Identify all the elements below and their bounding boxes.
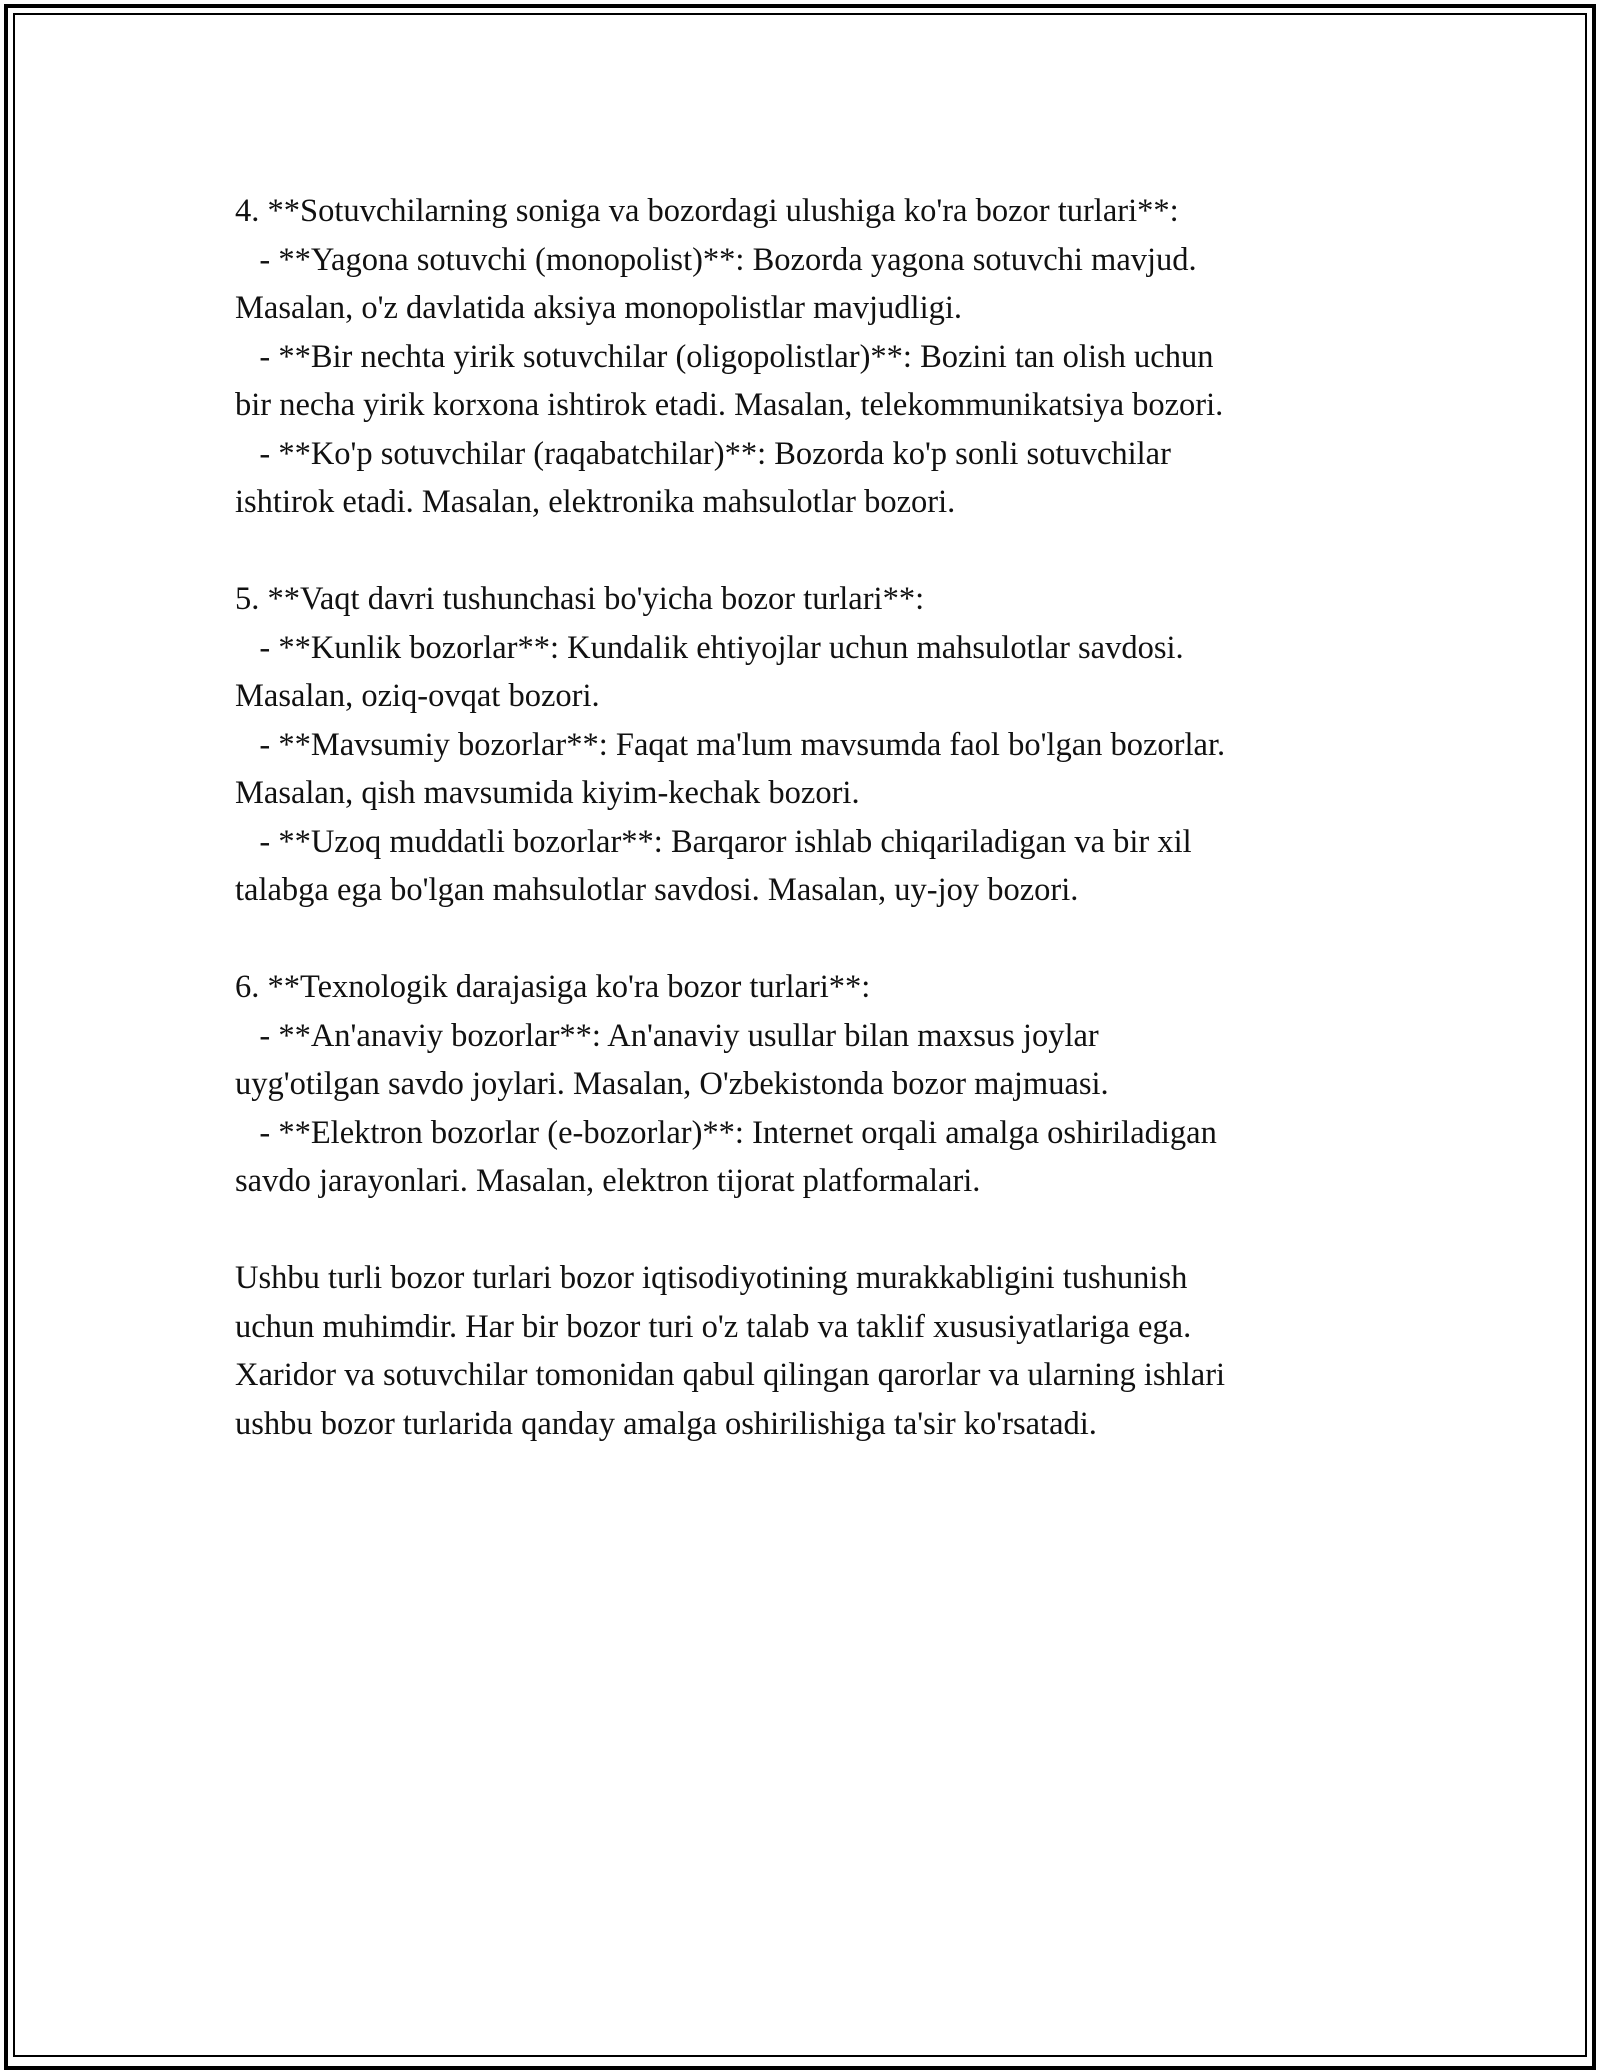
text-line: - **An'anaviy bozorlar**: An'anaviy usullar bilan maxsus joylar bbox=[235, 1017, 1099, 1054]
text-line: talabga ega bo'lgan mahsulotlar savdosi. Masalan, uy-joy bozori. bbox=[235, 872, 1079, 908]
text-line: - **Elektron bozorlar (e-bozorlar)**: Internet orqali amalga oshiriladigan bbox=[235, 1114, 1217, 1151]
text-line: uchun muhimdir. Har bir bozor turi o'z talab va taklif xususiyatlariga ega. bbox=[235, 1308, 1192, 1345]
text-line: - **Bir nechta yirik sotuvchilar (oligopolistlar)**: Bozini tan olish uchun bbox=[235, 338, 1214, 375]
paragraph-gap bbox=[235, 1206, 1375, 1255]
text-line: 5. **Vaqt davri tushunchasi bo'yicha bozor turlari**: bbox=[235, 581, 925, 617]
text-line: - **Mavsumiy bozorlar**: Faqat ma'lum mavsumda faol bo'lgan bozorlar. bbox=[235, 726, 1226, 763]
text-line: Masalan, oziq-ovqat bozori. bbox=[235, 678, 600, 714]
text-line: savdo jarayonlari. Masalan, elektron tijorat platformalari. bbox=[235, 1163, 981, 1199]
text-line: - **Yagona sotuvchi (monopolist)**: Bozorda yagona sotuvchi mavjud. bbox=[235, 241, 1197, 278]
text-line: ishtirok etadi. Masalan, elektronika mahsulotlar bozori. bbox=[235, 484, 956, 520]
text-line: - **Uzoq muddatli bozorlar**: Barqaror ishlab chiqariladigan va bir xil bbox=[235, 823, 1192, 860]
text-line: - **Kunlik bozorlar**: Kundalik ehtiyojlar uchun mahsulotlar savdosi. bbox=[235, 629, 1184, 666]
paragraph-gap bbox=[235, 915, 1375, 964]
text-line: 4. **Sotuvchilarning soniga va bozordagi ulushiga ko'ra bozor turlari**: bbox=[235, 193, 1179, 229]
text-line: 6. **Texnologik darajasiga ko'ra bozor turlari**: bbox=[235, 969, 871, 1005]
document-body bbox=[235, 187, 1375, 1448]
text-line: Masalan, o'z davlatida aksiya monopolistlar mavjudligi. bbox=[235, 290, 963, 326]
text-line: Xaridor va sotuvchilar tomonidan qabul qilingan qarorlar va ularning ishlari bbox=[235, 1357, 1226, 1393]
text-line: Ushbu turli bozor turlari bozor iqtisodiyotining murakkabligini tushunish bbox=[235, 1260, 1188, 1296]
text-line: bir necha yirik korxona ishtirok etadi. Masalan, telekommunikatsiya bozori. bbox=[235, 387, 1224, 423]
text-line: uyg'otilgan savdo joylari. Masalan, O'zbekistonda bozor majmuasi. bbox=[235, 1066, 1109, 1102]
paragraph-gap bbox=[235, 527, 1375, 576]
text-line: - **Ko'p sotuvchilar (raqabatchilar)**: Bozorda ko'p sonli sotuvchilar bbox=[235, 435, 1171, 472]
text-line: ushbu bozor turlarida qanday amalga oshirilishiga ta'sir ko'rsatadi. bbox=[235, 1405, 1097, 1442]
text-line: Masalan, qish mavsumida kiyim-kechak bozori. bbox=[235, 775, 860, 811]
